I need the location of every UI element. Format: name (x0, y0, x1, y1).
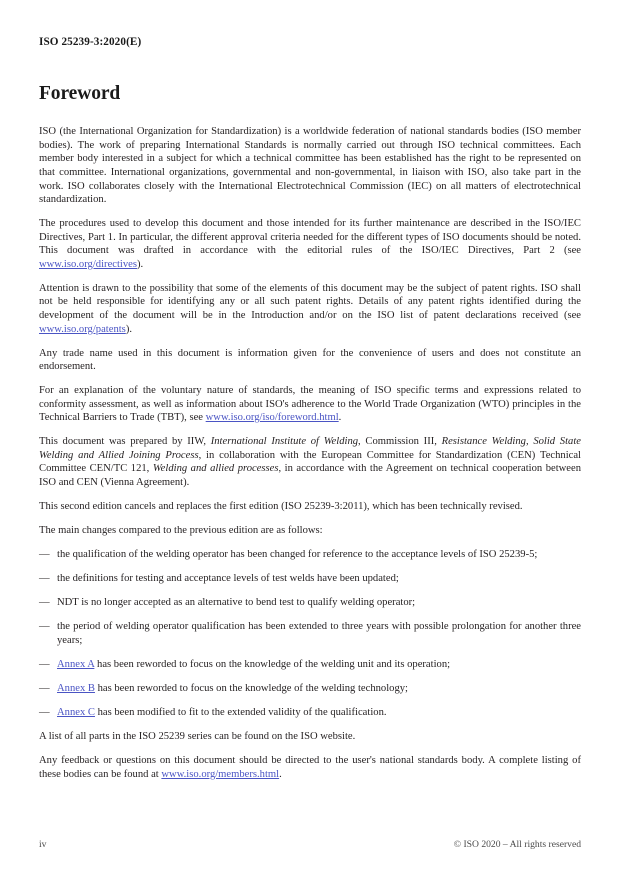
paragraph-feedback (39, 754, 581, 781)
cen-tc-title: Welding and allied processes (152, 463, 279, 475)
list-item-label: the period of welding operator qualification has been extended to three years with possible prolongation for another three years; (57, 621, 581, 646)
list-item (39, 620, 581, 647)
paragraph-main-changes-intro: The main changes compared to the previous edition are as follows: (39, 525, 323, 537)
list-item-label: the definitions for testing and acceptance levels of test welds have been updated; (57, 573, 399, 585)
committee-name-iiw: International Institute of Welding (210, 436, 359, 448)
em-dash-icon: — (39, 549, 50, 561)
paragraph-voluntary-nature-text: For an explanation of the voluntary nature of standards, the meaning of ISO specific terms and expressions related to conformity assessment, as well as information about ISO's adherence to the World Trade Organization (WTO) principles in the Technical Barriers to Trade (TBT), see (39, 385, 581, 424)
commission-title: Resistance Welding, Solid State Welding and Allied Joining Process (39, 436, 581, 461)
list-item (39, 572, 581, 586)
copyright-notice: © ISO 2020 – All rights reserved (453, 839, 581, 850)
list-item-label: has been reworded to focus on the knowledge of the welding unit and its operation; (94, 658, 451, 670)
link-annex-b[interactable]: Annex B (57, 682, 95, 694)
list-item (39, 596, 581, 610)
prepared-by-seg3: , in collaboration with the European Committee for Standardization (CEN) Technical Committee CEN/TC 121, (39, 449, 581, 475)
paragraph-prepared-by (39, 435, 581, 489)
list-item (39, 682, 581, 696)
link-iso-foreword[interactable]: www.iso.org/iso/foreword.html (205, 412, 339, 424)
list-item-label: has been modified to fit to the extended validity of the qualification. (94, 706, 387, 718)
paragraph-trade-name: Any trade name used in this document is information given for the convenience of users and does not constitute an endorsement. (39, 347, 581, 373)
em-dash-icon: — (39, 621, 50, 633)
page-content (39, 82, 581, 792)
em-dash-icon: — (39, 682, 50, 694)
em-dash-icon: — (39, 706, 50, 718)
link-annex-c[interactable]: Annex C (57, 706, 95, 718)
prepared-by-seg4: , in accordance with the Agreement on technical cooperation between ISO and CEN (Vienna Agreement). (39, 463, 582, 488)
em-dash-icon: — (39, 597, 50, 609)
link-iso-patents[interactable]: www.iso.org/patents (39, 323, 126, 335)
paragraph-procedures-text: The procedures used to develop this document and those intended for its further maintenance are described in the ISO/IEC Directives, Part 1. In particular, the different approval criteria needed for the different types of ISO documents should be noted. This document was drafted in accordance with the editorial rules of the ISO/IEC Directives, Part 2 (see (39, 218, 581, 257)
paragraph-patent-rights-tail: ). (125, 323, 132, 335)
link-iso-members[interactable]: www.iso.org/members.html (161, 768, 280, 780)
paragraph-second-edition: This second edition cancels and replaces the first edition (ISO 25239-3:2011), which has been technically revised. (39, 500, 523, 512)
page-number: iv (39, 839, 47, 850)
paragraph-voluntary-nature-tail: . (338, 412, 342, 424)
list-item (39, 548, 581, 562)
paragraph-patent-rights-text: Attention is drawn to the possibility that some of the elements of this document may be the subject of patent rights. ISO shall not be held responsible for identifying any or all such patent rights. Details of any patent rights identified during the development of the document will be in the Introduction and/or on the ISO list of patent declarations received (see (39, 282, 581, 321)
changes-list (39, 548, 581, 719)
paragraph-voluntary-nature (39, 384, 581, 425)
running-header: ISO 25239-3:2020(E) (39, 36, 142, 48)
list-item-label: NDT is no longer accepted as an alternative to bend test to qualify welding operator; (57, 597, 416, 609)
paragraph-procedures (39, 217, 581, 271)
em-dash-icon: — (39, 658, 50, 670)
list-item-label: has been reworded to focus on the knowledge of the welding technology; (94, 682, 408, 694)
paragraph-all-parts: A list of all parts in the ISO 25239 series can be found on the ISO website. (39, 730, 356, 742)
paragraph-feedback-text: Any feedback or questions on this document should be directed to the user's national standards body. A complete listing of these bodies can be found at (39, 754, 581, 780)
list-item-label: the qualification of the welding operator has been changed for reference to the acceptance levels of ISO 25239-5; (57, 549, 538, 561)
paragraph-feedback-tail: . (279, 768, 282, 780)
link-iso-directives[interactable]: www.iso.org/directives (39, 258, 137, 270)
list-item (39, 706, 581, 720)
em-dash-icon: — (39, 573, 50, 585)
prepared-by-seg1: This document was prepared by IIW, (39, 436, 211, 448)
list-item (39, 658, 581, 672)
link-annex-a[interactable]: Annex A (57, 658, 95, 670)
page-title: Foreword (39, 83, 121, 104)
paragraph-procedures-tail: ). (136, 258, 144, 270)
paragraph-patent-rights (39, 282, 581, 336)
prepared-by-seg2: , Commission III, (358, 436, 442, 448)
page-footer (39, 836, 581, 850)
paragraph-iso-description: ISO (the International Organization for Standardization) is a worldwide federation of national standards bodies (ISO member bodies). The work of preparing International Standards is normally carried out through ISO technical committees. Each member body interested in a subject for which a technical committee has been established has the right to be represented on that committee. International organizations, governmental and non-governmental, in liaison with ISO, also take part in the work. ISO collaborates closely with the International Electrotechnical Commission (IEC) on all matters of electrotechnical standardization. (39, 126, 581, 206)
